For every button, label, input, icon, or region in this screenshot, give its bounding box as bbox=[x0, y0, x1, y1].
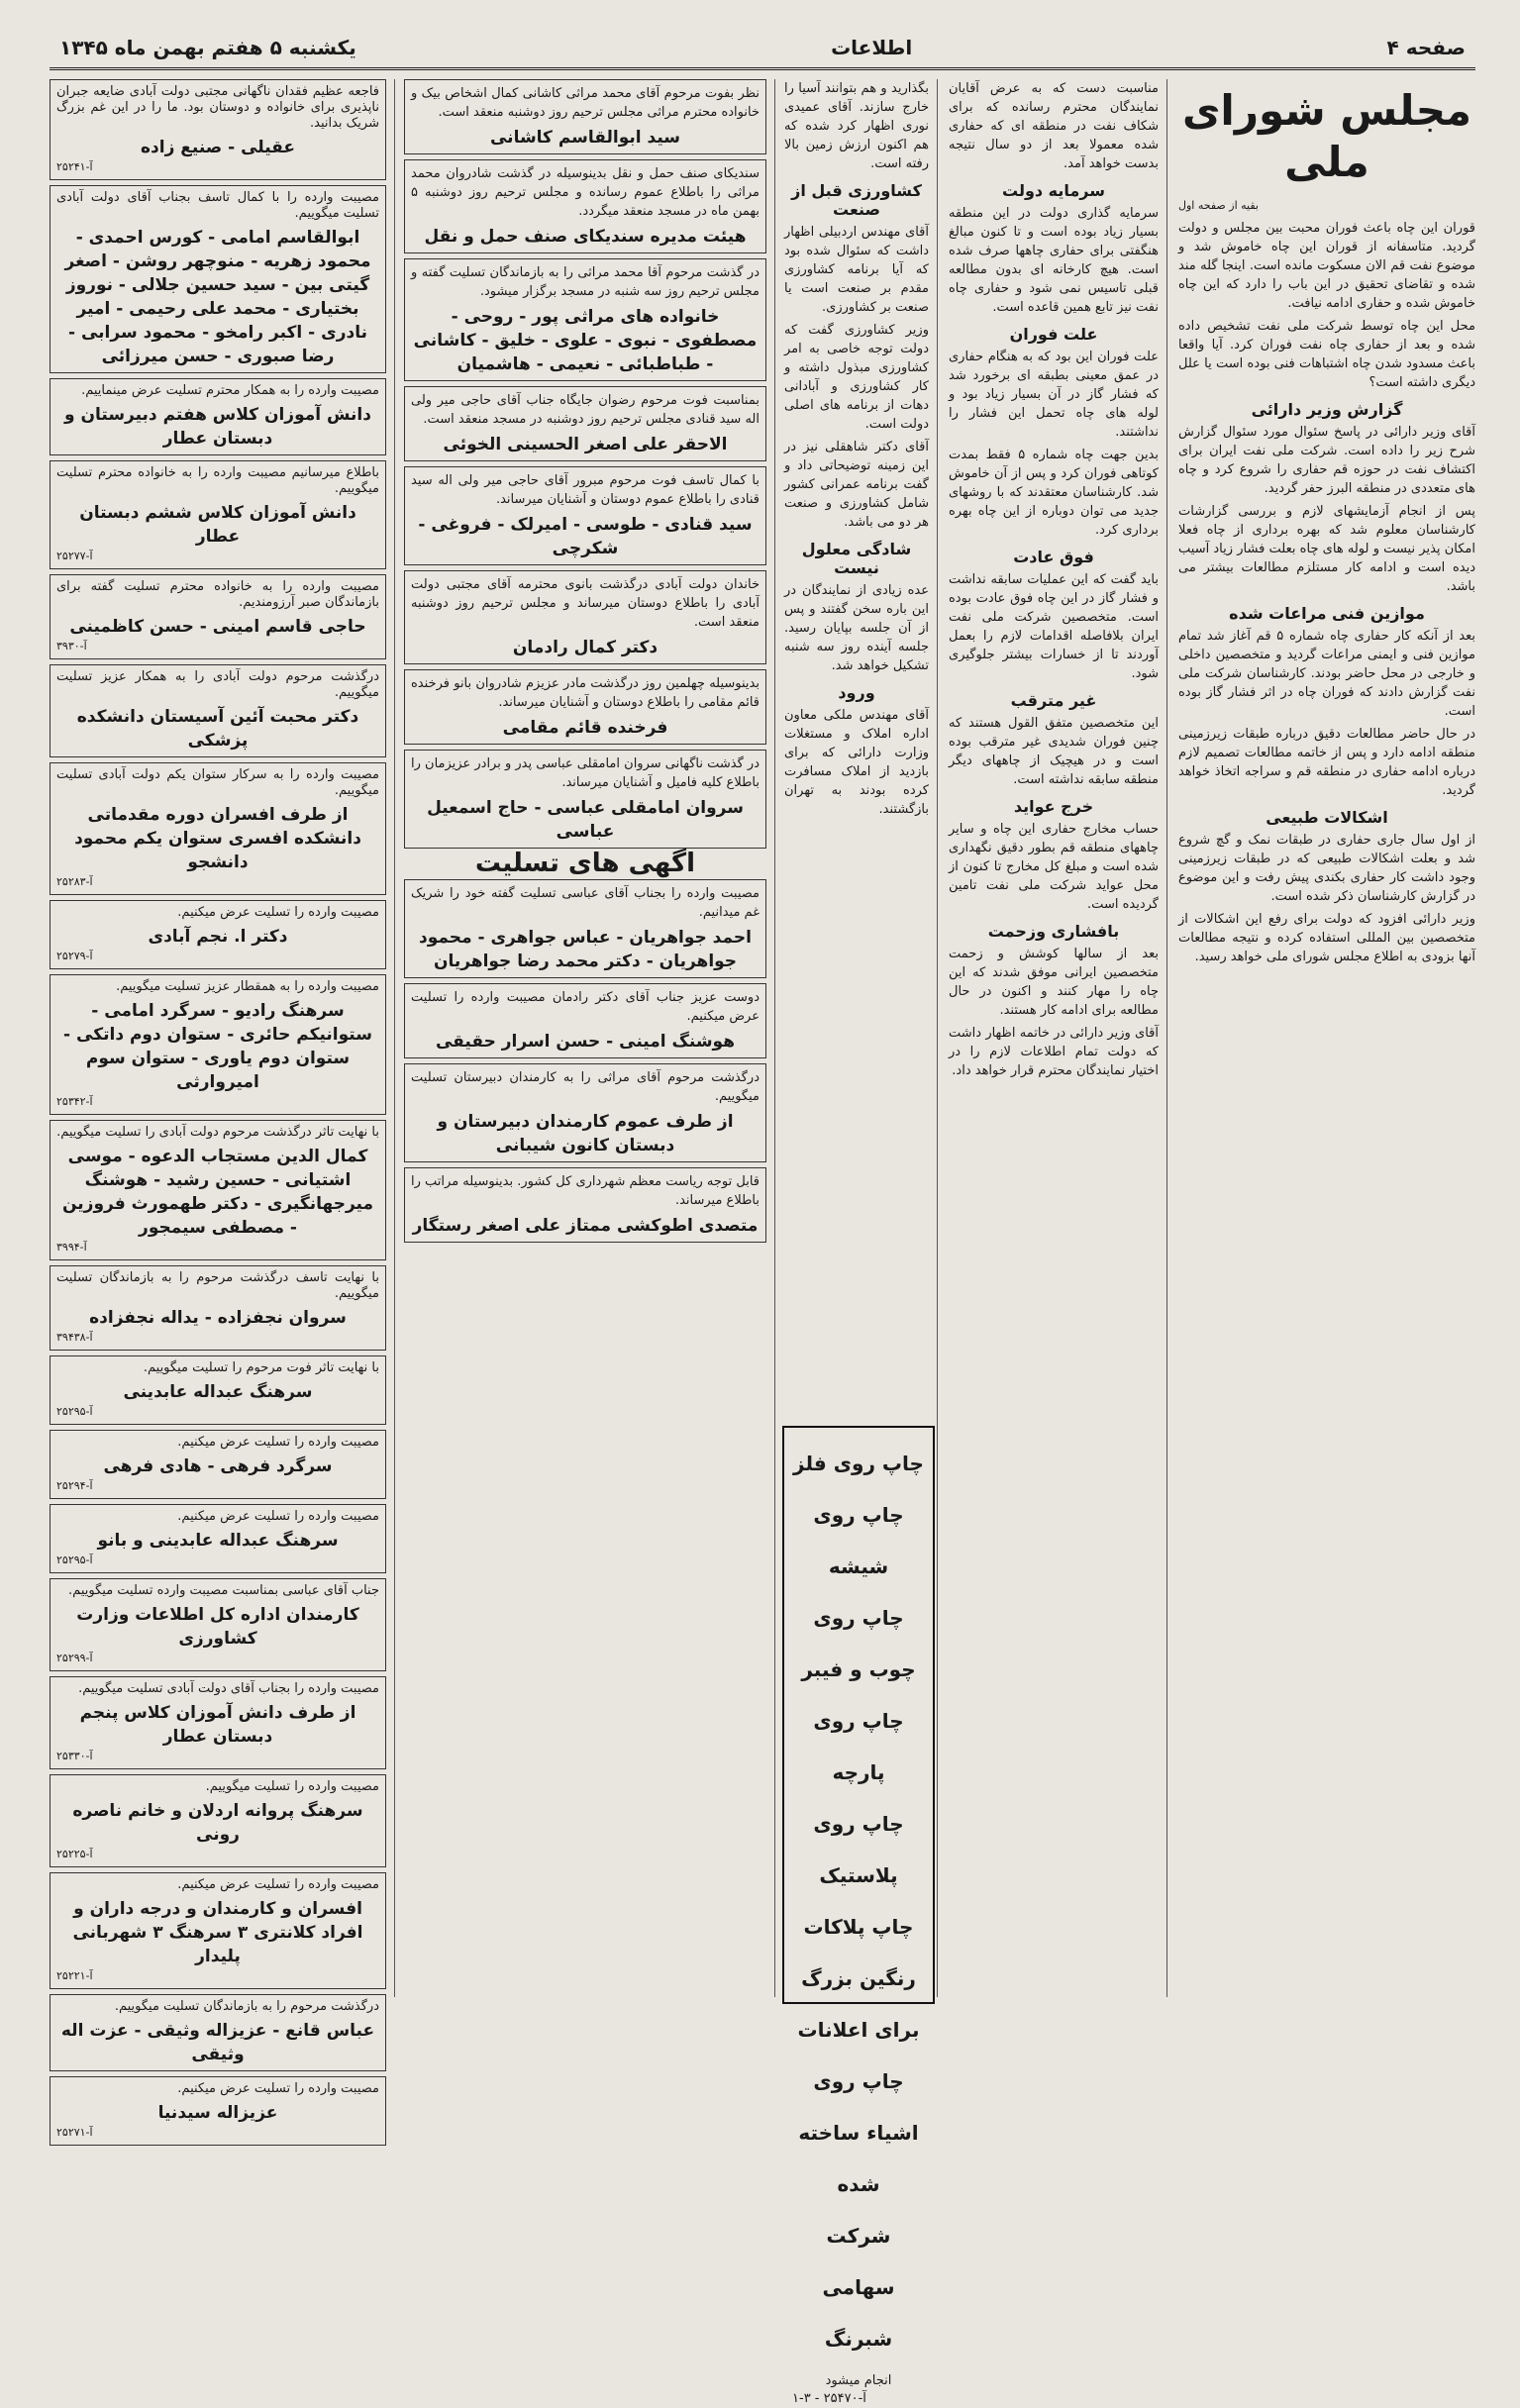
subhead: علت فوران bbox=[1009, 325, 1098, 344]
notice-signature: کارمندان اداره کل اطلاعات وزارت کشاورزی bbox=[76, 1605, 359, 1649]
notice-body: مصیبت وارده را بجناب آقای دولت آبادی تسلیت میگوییم. bbox=[78, 1681, 379, 1696]
ad-line: چاپ پلاکات رنگین بزرگ bbox=[801, 1915, 916, 1990]
notice-reference: آ-۲۵۲۷۱ bbox=[56, 2126, 93, 2139]
notice-reference: آ-۳۹۹۴ bbox=[56, 1241, 87, 1254]
notice-signature: دکتر ا. نجم آبادی bbox=[148, 927, 288, 947]
notice-signature: سروان نجفزاده - یداله نجفزاده bbox=[89, 1308, 347, 1328]
notice-body: مصیبت وارده را تسلیت میگوییم. bbox=[205, 1779, 379, 1794]
notice bbox=[404, 386, 766, 461]
notice-signature: از طرف عموم کارمندان دبیرستان و دبستان کانون شیبانی bbox=[437, 1112, 734, 1155]
paragraph: مناسبت دست که به عرض آقایان نمایندگان محترم رسانده که برای شکاف نفت در منطقه ای که حفاری شده معمولا بعد از دو سال نتیجه بدست خواهد آمد. bbox=[949, 81, 1159, 171]
notice-body: درگذشت مرحوم آقای مراثی را به کارمندان دبیرستان تسلیت میگوییم. bbox=[411, 1070, 760, 1104]
notice-body: با نهایت تاثر فوت مرحوم را تسلیت میگوییم. bbox=[143, 1360, 379, 1375]
notice-body: در گذشت مرحوم آقا محمد مراثی را به بازماندگان تسلیت گفته و مجلس ترحیم روز سه شنبه در مسجد برگزار میشود. bbox=[411, 265, 760, 299]
paragraph: حساب مخارج حفاری این چاه و سایر چاههای منطقه قم بطور دقیق نگهداری شده است و مبلغ کل مخارج تا کنون از محل عواید شرکت ملی نفت تامین گردیده است. bbox=[949, 822, 1159, 912]
notice-body: مصیبت وارده را به همقطار عزیز تسلیت میگوییم. bbox=[116, 979, 379, 994]
condolence-notices-center bbox=[404, 79, 766, 1997]
notice-body: نظر بفوت مرحوم آقای محمد مراثی کاشانی کمال اشخاص بیک و خانواده محترم مراثی مجلس ترحیم روز دوشنبه منعقد است. bbox=[411, 86, 760, 120]
notice-body: مصیبت وارده را تسلیت عرض میکنیم. bbox=[177, 2081, 379, 2096]
notice-signature: دکتر محبت آئین آسیستان دانشکده پزشکی bbox=[76, 707, 359, 751]
paragraph: بعد از آنکه کار حفاری چاه شماره ۵ قم آغاز شد تمام موازین فنی و ایمنی مراعات گردید و متخصصین داخلی و خارجی در محل حاضر بودند. کارشناسان شرکت ملی نفت گزارش دادند که فوران چاه در اثر فشار گاز بوده است. bbox=[1178, 629, 1475, 719]
notice bbox=[50, 974, 386, 1115]
ad-reference: آ-۲۵۴۷۰ - ۳-۱ bbox=[792, 2391, 866, 2406]
newspaper-name: اطلاعات bbox=[831, 36, 913, 59]
notice-signature: متصدی اطوکشی ممتاز علی اصغر رستگار bbox=[412, 1216, 759, 1236]
notice-body: باطلاع میرسانیم مصیبت وارده را به خانواده محترم تسلیت میگوییم. bbox=[56, 465, 379, 496]
column-rule bbox=[394, 79, 395, 1997]
notice-body: مصیبت وارده را بجناب آقای عباسی تسلیت گفته خود را شریک غم میدانیم. bbox=[411, 886, 760, 920]
section-title-condolences: اگهی های تسلیت bbox=[474, 849, 696, 878]
notice-signature: افسران و کارمندان و درجه داران و افراد کلانتری ۳ سرهنگ ۳ شهربانی پلیدار bbox=[72, 1899, 363, 1966]
ad-company: شرکت سهامی شبرنگ bbox=[822, 2224, 895, 2351]
notice-signature: دانش آموزان کلاس ششم دبستان عطار bbox=[79, 503, 356, 547]
subhead: کشاورزی قبل از صنعت bbox=[791, 181, 922, 219]
ad-line: برای اعلانات bbox=[797, 2018, 920, 2042]
notice bbox=[404, 879, 766, 978]
notice-reference: آ-۲۵۲۷۹ bbox=[56, 950, 93, 962]
notice bbox=[404, 1167, 766, 1243]
notice-body: مصیبت وارده را با کمال تاسف بجناب آقای دولت آبادی تسلیت میگوییم. bbox=[56, 190, 379, 221]
page-number: صفحه ۴ bbox=[1386, 36, 1466, 59]
condolence-notices-left bbox=[50, 79, 386, 2139]
notice bbox=[404, 79, 766, 154]
notice bbox=[50, 1504, 386, 1573]
notice-signature: سرهنگ رادیو - سرگرد امامی - ستوانیکم حائری - ستوان دوم داتکی - ستوان دوم یاوری - ستوان سوم امیروارثی bbox=[63, 1001, 372, 1092]
notice bbox=[50, 1120, 386, 1260]
notice bbox=[50, 378, 386, 455]
notice-signature: دکتر کمال رادمان bbox=[512, 638, 659, 657]
notice bbox=[404, 258, 766, 381]
article-parliament bbox=[1178, 79, 1475, 1997]
notice bbox=[50, 1355, 386, 1425]
paragraph: قوران این چاه باعث فوران محبت بین مجلس و دولت گردید. متاسفانه از قوران این چاه خاموش شد و موضوع نفت قم الان مسکوت مانده است. اینجا گله مند شده و تقاضای تحقیق در این باب را دارد که این چاه خاموش شده و حفاری ادامه نیافت. bbox=[1178, 221, 1475, 311]
masthead bbox=[50, 28, 1475, 70]
paragraph: وزیر دارائی افزود که دولت برای رفع این اشکالات از متخصصین بین المللی استفاده کرده و نتیجه مطالعات آنها بزودی به اطلاع مجلس شورای ملی خواهد رسید. bbox=[1178, 912, 1475, 964]
notice-body: جناب آقای عباسی بمناسبت مصیبت وارده تسلیت میگوییم. bbox=[68, 1583, 379, 1598]
ad-line: چاپ روی اشیاء ساخته شده bbox=[798, 2069, 919, 2196]
subhead: سرمایه دولت bbox=[1002, 181, 1105, 200]
notice bbox=[50, 1430, 386, 1499]
notice-reference: آ-۳۹۴۳۸ bbox=[56, 1331, 93, 1344]
notice bbox=[50, 664, 386, 757]
notice-reference: آ-۲۵۲۹۵ bbox=[56, 1554, 93, 1566]
notice bbox=[50, 460, 386, 569]
notice-body: بمناسبت فوت مرحوم رضوان جایگاه جناب آقای حاجی میر ولی اله سید قنادی مجلس ترحیم روز دوشنبه در مسجد منعقد است. bbox=[411, 393, 760, 427]
notice-signature: سرهنگ عبداله عابدینی bbox=[123, 1382, 313, 1402]
notice-body: خاندان دولت آبادی درگذشت بانوی محترمه آقای مجتبی دولت آبادی را باطلاع دوستان میرساند و مجلس ترحیم روز دوشنبه منعقد است. bbox=[411, 577, 760, 630]
notice-body: مصیبت وارده را تسلیت عرض میکنیم. bbox=[177, 1509, 379, 1524]
paragraph: آقای دکتر شاهقلی نیز در این زمینه توضیحاتی داد و گفت برنامه عمرانی کشور شامل کشاورزی و صنعت هر دو می باشد. bbox=[784, 440, 929, 530]
notice-signature: ابوالقاسم امامی - کورس احمدی - محمود زهریه - منوچهر روشن - اصغر گیتی بین - سید حسین جلالی - نوروز بختیاری - محمد علی رحیمی - امیر نادری - اکبر رامخو - محمود سرابی - رضا صبوری - حسن میرزائی bbox=[64, 228, 371, 366]
subhead: غیر مترقب bbox=[1010, 691, 1097, 710]
notice-signature: هیئت مدیره سندیکای صنف حمل و نقل bbox=[424, 227, 747, 247]
notice bbox=[50, 1872, 386, 1989]
notice-body: درگذشت مرحوم را به بازماندگان تسلیت میگوییم. bbox=[114, 1999, 379, 2014]
notice-signature: سروان امامقلی عباسی - حاج اسمعیل عباسی bbox=[427, 798, 744, 842]
notice-signature: سید ابوالقاسم کاشانی bbox=[489, 128, 680, 148]
notice bbox=[404, 983, 766, 1058]
notice-body: سندیکای صنف حمل و نقل بدینوسیله در گذشت شادروان محمد مراثی را باطلاع عموم رسانده و مجلس ترحیم روز دوشنبه ۵ بهمن ماه در مسجد منعقد میگردد. bbox=[411, 166, 760, 219]
notice-signature: سرهنگ پروانه اردلان و خانم ناصره رونی bbox=[72, 1801, 363, 1845]
notice-signature: سید قنادی - طوسی - امیرلک - فروغی - شکرچی bbox=[418, 515, 753, 558]
ad-line: چاپ روی فلز bbox=[793, 1452, 924, 1475]
notice-body: مصیبت وارده را به خانواده محترم تسلیت گفته برای بازماندگان صبر آرزومندیم. bbox=[56, 579, 379, 610]
notice-body: با نهایت تاثر درگذشت مرحوم دولت آبادی را تسلیت میگوییم. bbox=[56, 1125, 379, 1140]
notice-body: قابل توجه ریاست معظم شهرداری کل کشور. بدینوسیله مراتب را باطلاع میرساند. bbox=[411, 1174, 760, 1208]
notice-signature: سرگرد فرهی - هادی فرهی bbox=[103, 1456, 333, 1476]
notice-body: در گذشت ناگهانی سروان امامقلی عباسی پدر و برادر عزیزمان را باطلاع کلیه فامیل و آشنایان میرساند. bbox=[411, 756, 760, 790]
notice-signature: کمال الدین مستجاب الدعوه - موسی اشتیانی - حسین رشید - هوشنگ میرجهانگیری - دکتر طهمورث فروزین - مصطفی سیمجور bbox=[61, 1147, 374, 1238]
notice-reference: آ-۲۵۲۲۵ bbox=[56, 1848, 93, 1860]
subhead: موازین فنی مراعات شده bbox=[1229, 604, 1425, 623]
paragraph: آقای مهندس اردبیلی اظهار داشت که سئوال شده بود که آیا برنامه کشاورزی مقدم بر صنعت است یا صنعت بر کشاورزی. bbox=[784, 225, 929, 315]
notice bbox=[50, 1676, 386, 1769]
continued-note: بقیه از صفحه اول bbox=[1178, 199, 1259, 212]
notice-body: با نهایت تاسف درگذشت مرحوم را به بازماندگان تسلیت میگوییم. bbox=[56, 1270, 379, 1301]
subhead: ورود bbox=[838, 683, 875, 702]
subhead: فوق عادت bbox=[1013, 548, 1094, 566]
notice bbox=[404, 159, 766, 253]
notice-signature: الاحقر علی اصغر الحسینی الخوئی bbox=[443, 435, 728, 454]
notice-reference: آ-۲۵۲۴۱ bbox=[56, 160, 93, 173]
column-rule bbox=[774, 79, 775, 1997]
subhead: گزارش وزیر دارائی bbox=[1251, 400, 1403, 419]
subhead: اشکالات طبیعی bbox=[1266, 808, 1388, 827]
paragraph: عده زیادی از نمایندگان در این باره سخن گفتند و پس از آن جلسه بپایان رسید. جلسه آینده روز سه شنبه تشکیل خواهد شد. bbox=[784, 583, 929, 673]
notice-body: درگذشت مرحوم دولت آبادی را به همکار عزیز تسلیت میگوییم. bbox=[56, 669, 379, 700]
column-rule bbox=[937, 79, 938, 1997]
paragraph: محل این چاه توسط شرکت ملی نفت تشخیص داده شده و بعد از حفاری چاه نفت فوران کرد. آیا واقعا باعث مسدود شدن چاه اشتباهات فنی بوده است یا علل دیگری داشته است؟ bbox=[1178, 319, 1475, 390]
notice-signature: دانش آموزان کلاس هفتم دبیرستان و دبستان عطار bbox=[64, 405, 371, 449]
notice bbox=[404, 750, 766, 849]
notice-body: مصیبت وارده را تسلیت عرض میکنیم. bbox=[177, 1877, 379, 1892]
notice-reference: آ-۲۵۲۸۳ bbox=[56, 875, 93, 888]
paragraph: آقای وزیر دارائی در پاسخ سئوال مورد سئوال گزارش شرح زیر را داده است. شرکت ملی نفت ایران برای اکتشاف نفت در حوزه قم حفاری را شروع کرد و چاه های متعددی در منطقه البرز حفر گردید. bbox=[1178, 425, 1475, 496]
notice-signature: از طرف افسران دوره مقدماتی دانشکده افسری ستوان یکم محمود دانشجو bbox=[74, 805, 361, 872]
subhead: شادگی معلول نیست bbox=[801, 540, 912, 577]
ad-line: چاپ روی چوب و فیبر bbox=[801, 1606, 916, 1681]
ad-note: انجام میشود bbox=[825, 2373, 892, 2388]
notice-body: فاجعه عظیم فقدان ناگهانی مجتبی دولت آبادی ضایعه جبران ناپذیری برای خانواده و دوستان بود. ما را در این غم بزرگ شریک بدانید. bbox=[56, 84, 379, 131]
paragraph: بعد از سالها کوشش و زحمت متخصصین ایرانی موفق شدند که این چاه را مهار کنند و اکنون در حال مطالعه برای ادامه کار هستند. bbox=[949, 947, 1159, 1018]
headline-parliament: مجلس شورای ملی bbox=[1181, 86, 1472, 186]
notice-signature: هوشنگ امینی - حسن اسرار حقیقی bbox=[435, 1032, 736, 1052]
notice-reference: آ-۲۵۲۲۱ bbox=[56, 1969, 93, 1982]
paragraph: علت فوران این بود که به هنگام حفاری در عمق معینی بطبقه ای برخورد شد که فشار گاز در آن بسیار زیاد بود و لوله های چاه تحمل این فشار را نداشتند. bbox=[949, 350, 1159, 440]
paragraph: آقای وزیر دارائی در خاتمه اظهار داشت که دولت تمام اطلاعات لازم را در اختیار نمایندگان محترم قرار خواهد داد. bbox=[949, 1026, 1159, 1078]
notice-body: مصیبت وارده را به همکار محترم تسلیت عرض مینماییم. bbox=[81, 383, 379, 398]
paragraph: آقای مهندس ملکی معاون اداره املاک و مستغلات وزارت دارائی که برای بازدید از املاک مسافرت کرده بودند به تهران بازگشتند. bbox=[784, 708, 929, 817]
notice-reference: آ-۲۵۳۴۲ bbox=[56, 1095, 93, 1108]
notice bbox=[50, 2076, 386, 2146]
subhead: خرج عواید bbox=[1013, 797, 1094, 816]
notice-signature: فرخنده قائم مقامی bbox=[502, 718, 668, 738]
printing-advertisement bbox=[782, 1426, 935, 2406]
notice bbox=[50, 185, 386, 373]
paragraph: وزیر کشاورزی گفت که دولت توجه خاصی به امر کشاورزی مبذول داشته و کار کشاورزی و آبادانی دهات از برنامه های اصلی دولت است. bbox=[784, 323, 929, 432]
notice-signature: خانواده های مراثی پور - روحی - مصطفوی - نبوی - علوی - خلیق - کاشانی - طباطبائی - نعیمی - هاشمیان bbox=[413, 307, 758, 374]
notice-reference: آ-۲۵۲۹۹ bbox=[56, 1652, 93, 1664]
notice-reference: آ-۲۵۲۷۷ bbox=[56, 550, 93, 562]
notice bbox=[50, 1774, 386, 1867]
notice-body: دوست عزیز جناب آقای دکتر رادمان مصیبت وارده را تسلیت عرض میکنیم. bbox=[411, 990, 760, 1024]
paragraph: بگذارید و هم بتوانند آسیا را خارج سازند. آقای عمیدی نوری اظهار کرد شده که هم اکنون ارزش زمین بالا رفته است. bbox=[784, 81, 929, 171]
article-continuation-1 bbox=[949, 79, 1159, 1997]
issue-date: یکشنبه ۵ هفتم بهمن ماه ۱۳۴۵ bbox=[59, 36, 356, 59]
notice bbox=[50, 762, 386, 895]
paragraph: این متخصصین متفق القول هستند که چنین فوران شدیدی غیر مترقب بوده است و در هیچیک از چاههای دیگر منطقه سابقه نداشته است. bbox=[949, 716, 1159, 787]
notice-signature: از طرف دانش آموزان کلاس پنجم دبستان عطار bbox=[79, 1703, 356, 1747]
notice bbox=[50, 900, 386, 969]
notice bbox=[50, 79, 386, 180]
notice-signature: احمد جواهریان - عباس جواهری - محمود جواهریان - دکتر محمد رضا جواهریان bbox=[419, 928, 752, 971]
notice-body: بدینوسیله چهلمین روز درگذشت مادر عزیزم شادروان بانو فرخنده قائم مقامی را باطلاع دوستان و آشنایان میرساند. bbox=[411, 676, 760, 710]
notice bbox=[50, 1994, 386, 2071]
notice-reference: آ-۲۵۲۹۵ bbox=[56, 1405, 93, 1418]
notice-body: با کمال تاسف فوت مرحوم مبرور آقای حاجی میر ولی اله سید قنادی را باطلاع عموم دوستان و آشنایان میرساند. bbox=[411, 473, 760, 507]
paragraph: بدین جهت چاه شماره ۵ فقط بمدت کوتاهی فوران کرد و پس از آن خاموش شد. کارشناسان معتقدند که با روشهای جدید می توان دوباره از این چاه بهره برداری کرد. bbox=[949, 448, 1159, 538]
notice bbox=[404, 570, 766, 664]
notice bbox=[50, 1578, 386, 1671]
subhead: بافشاری وزحمت bbox=[987, 922, 1120, 941]
paragraph: باید گفت که این عملیات سابقه نداشت و فشار گاز در این چاه فوق عادت بوده است. متخصصین شرکت ملی نفت ایران بلافاصله اقدامات لازم را بعمل آوردند تا از خسارات بیشتر جلوگیری شود. bbox=[949, 572, 1159, 681]
notice-signature: عقیلی - صنیع زاده bbox=[140, 138, 296, 157]
notice-reference: آ-۲۵۳۳۰ bbox=[56, 1750, 93, 1762]
notice-signature: حاجی قاسم امینی - حسن کاظمینی bbox=[69, 617, 366, 637]
notice bbox=[50, 1265, 386, 1351]
notice-reference: آ-۲۵۲۹۴ bbox=[56, 1479, 93, 1492]
notice-body: مصیبت وارده را تسلیت عرض میکنیم. bbox=[177, 1435, 379, 1450]
column-rule bbox=[1166, 79, 1167, 1997]
notice bbox=[404, 1063, 766, 1162]
ad-line: چاپ روی پارچه bbox=[813, 1709, 904, 1784]
notice-signature: سرهنگ عبداله عابدینی و بانو bbox=[97, 1531, 339, 1551]
ad-line: چاپ روی شیشه bbox=[813, 1503, 904, 1578]
notice-signature: عباس قانع - عزیزاله وثیقی - عزت اله وثیقی bbox=[60, 2021, 375, 2064]
article-continuation-2 bbox=[784, 79, 929, 1423]
ad-line: چاپ روی پلاستیک bbox=[813, 1812, 904, 1887]
notice-body: مصیبت وارده را تسلیت عرض میکنیم. bbox=[177, 905, 379, 920]
notice bbox=[404, 466, 766, 565]
notice-signature: عزیزاله سیدنیا bbox=[157, 2103, 278, 2123]
paragraph: سرمایه گذاری دولت در این منطقه بسیار زیاد بوده است و تا کنون مبالغ هنگفتی برای حفاری چاهها صرف شده است. هیچ کارخانه ای بدون مطالعه قبلی تاسیس نمی شود و حفاری چاه نفت نیز تابع همین قاعده است. bbox=[949, 206, 1159, 315]
notice bbox=[404, 669, 766, 745]
paragraph: پس از انجام آزمایشهای لازم و بررسی گزارشات کارشناسان معلوم شد که بهره برداری از چاه فعلا امکان پذیر نیست و لوله های چاه بعلت فشار زیاد آسیب دیده است و ادامه کار مستلزم مطالعات بیشتر می باشد. bbox=[1178, 504, 1475, 594]
notice bbox=[50, 574, 386, 659]
notice-reference: آ-۳۹۳۰ bbox=[56, 640, 87, 652]
notice-body: مصیبت وارده را به سرکار ستوان یکم دولت آبادی تسلیت میگوییم. bbox=[56, 767, 379, 798]
paragraph: از اول سال جاری حفاری در طبقات نمک و گچ شروع شد و بعلت اشکالات طبیعی که در طبقات زیرزمینی وجود داشت کار حفاری بکندی پیش رفت و این موضوع در گزارش کارشناسان ذکر شده است. bbox=[1178, 833, 1475, 904]
paragraph: در حال حاضر مطالعات دقیق درباره طبقات زیرزمینی منطقه ادامه دارد و پس از خاتمه مطالعات تصمیم لازم درباره ادامه حفاری در منطقه قم و سراجه اتخاذ خواهد گردید. bbox=[1178, 727, 1475, 798]
